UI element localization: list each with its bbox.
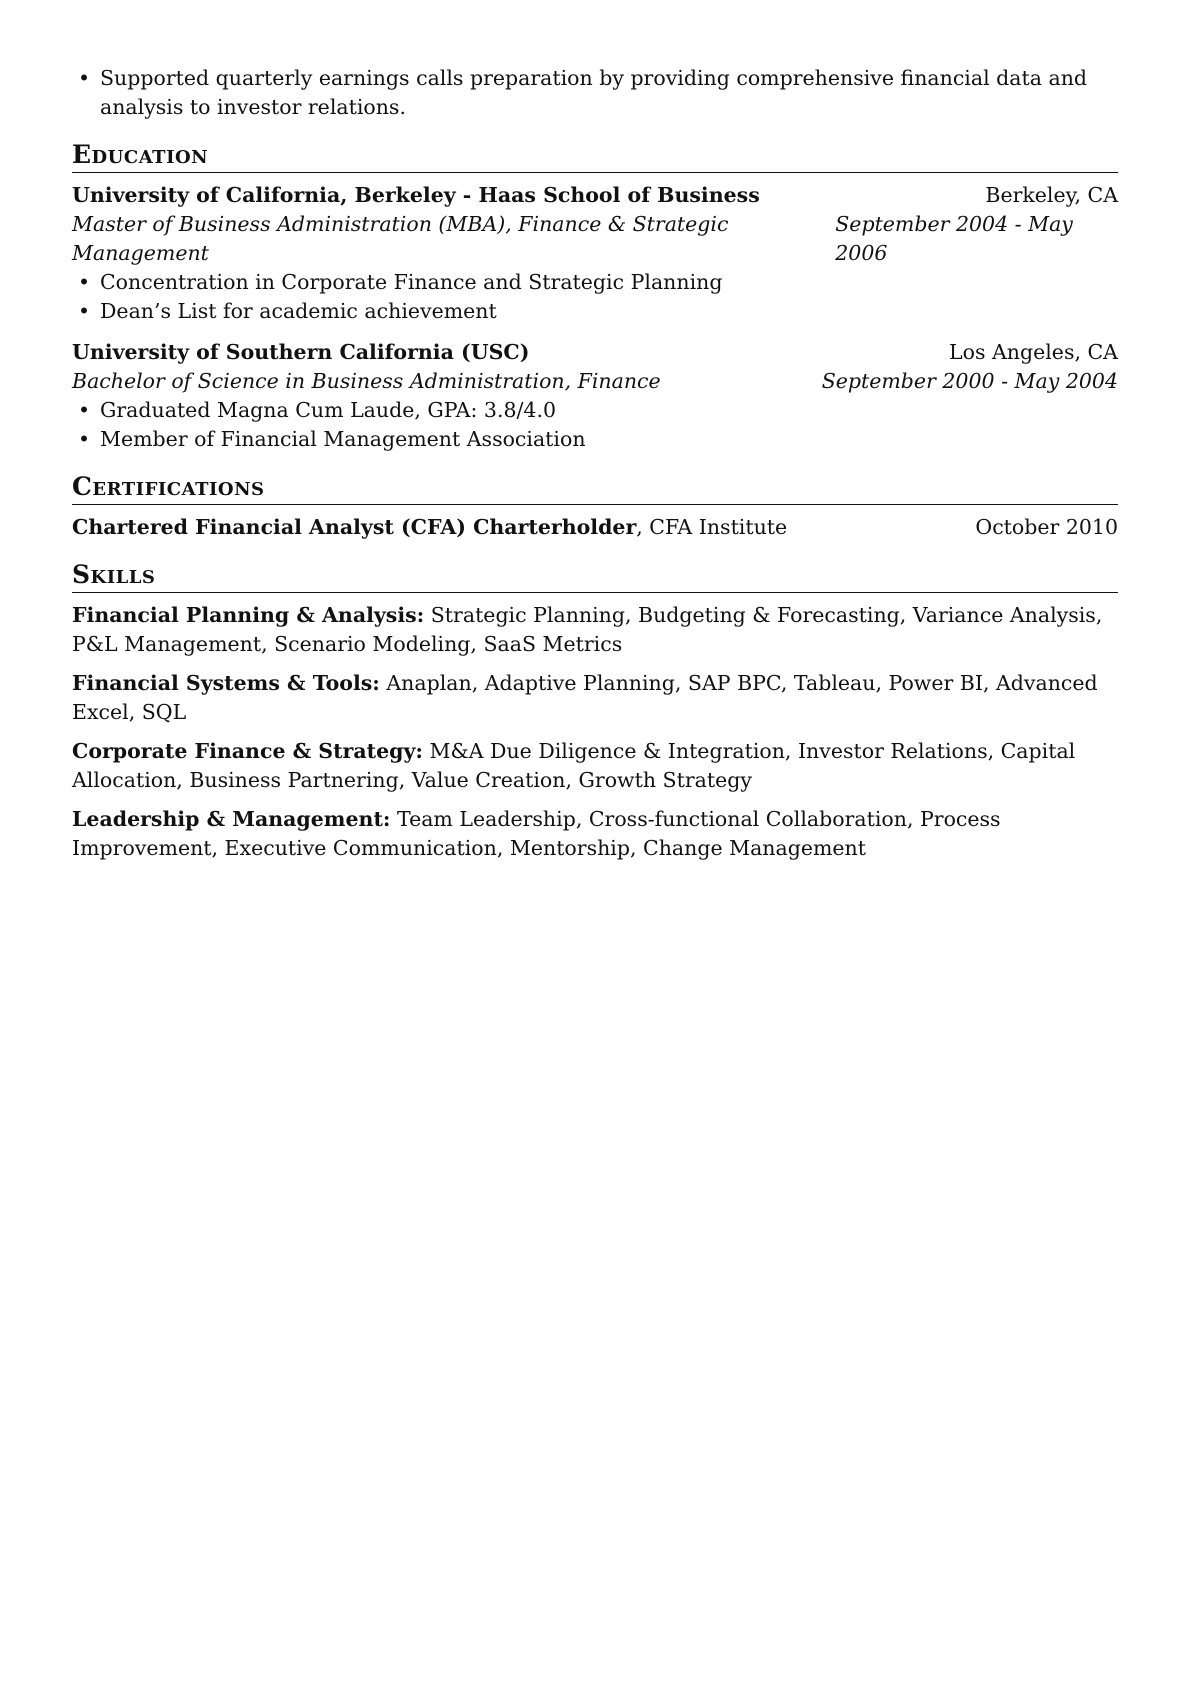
skill-group-systems: [72, 669, 1118, 727]
school-name: University of California, Berkeley - Haas School of Business: [72, 183, 760, 207]
skill-group-fpa: [72, 601, 1118, 659]
education-entry-berkeley: [72, 181, 1118, 326]
degree: Bachelor of Science in Business Administration, Finance: [72, 369, 661, 393]
education-entry-usc: [72, 338, 1118, 454]
school-location: Berkeley, CA: [985, 183, 1118, 207]
skill-group-leadership: [72, 805, 1118, 863]
skill-group-items: Anaplan, Adaptive Planning, SAP BPC, Tableau, Power BI, Advanced Excel, SQL: [72, 671, 1098, 724]
skill-group-items: Team Leadership, Cross-functional Collaboration, Process Improvement, Executive Communication, Mentorship, Change Management: [72, 807, 1001, 860]
degree: Master of Business Administration (MBA), Finance & Strategic Management: [72, 212, 729, 265]
education-bullet: • Dean’s List for academic achievement: [72, 297, 1118, 326]
education-bullet: • Member of Financial Management Association: [72, 425, 1118, 454]
skills-heading: Skills: [72, 560, 1118, 593]
certification-date: October 2010: [975, 515, 1118, 539]
skill-group-items: M&A Due Diligence & Integration, Investor Relations, Capital Allocation, Business Partnering, Value Creation, Growth Strategy: [72, 739, 1076, 792]
skill-group-label: Leadership & Management:: [72, 807, 391, 831]
education-bullet: • Concentration in Corporate Finance and Strategic Planning: [72, 268, 1118, 297]
school-location: Los Angeles, CA: [949, 340, 1118, 364]
skill-group-label: Financial Planning & Analysis:: [72, 603, 425, 627]
degree-dates: September 2004 - May 2006: [835, 212, 1073, 265]
degree-dates: September 2000 - May 2004: [821, 369, 1118, 393]
education-bullet-list: [72, 268, 1118, 326]
certifications-heading: Certifications: [72, 472, 1118, 505]
certification-name: Chartered Financial Analyst (CFA) Charterholder: [72, 515, 637, 539]
skill-group-corp-finance: [72, 737, 1118, 795]
education-bullet-list: [72, 396, 1118, 454]
certification-text: [72, 513, 787, 542]
skill-group-items: Strategic Planning, Budgeting & Forecasting, Variance Analysis, P&L Management, Scenario Modeling, SaaS Metrics: [72, 603, 1103, 656]
skill-group-label: Financial Systems & Tools:: [72, 671, 380, 695]
education-bullet: • Graduated Magna Cum Laude, GPA: 3.8/4.0: [72, 396, 1118, 425]
experience-bullet: • Supported quarterly earnings calls preparation by providing comprehensive financial data and analysis to investor relations.: [72, 64, 1118, 122]
certification-row: [72, 513, 1118, 542]
school-name: University of Southern California (USC): [72, 340, 530, 364]
certification-issuer: , CFA Institute: [636, 515, 788, 539]
skill-group-label: Corporate Finance & Strategy:: [72, 739, 423, 763]
experience-bullet-list: [72, 64, 1118, 122]
education-heading: Education: [72, 140, 1118, 173]
